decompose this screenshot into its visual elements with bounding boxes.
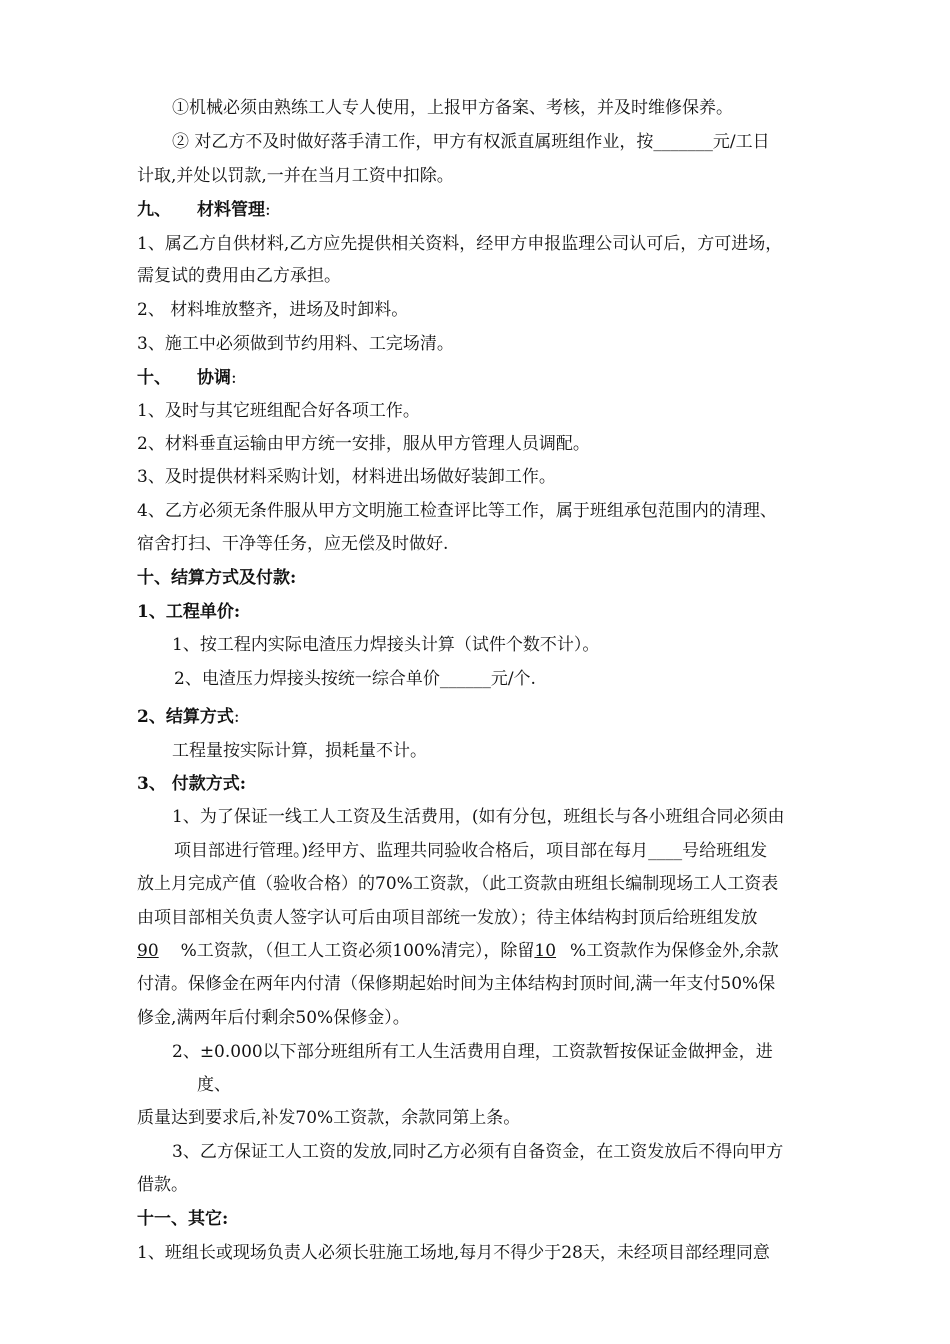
- unit-price-item-1: 1、按工程内实际电渣压力焊接头计算（试件个数不计）。: [172, 635, 600, 655]
- section-9-heading: [137, 199, 271, 221]
- payment-item-1-line-4: 由项目部相关负责人签字认可后由项目部统一发放）；待主体结构封顶后给班组发放: [137, 908, 758, 928]
- cleanup-clause-unit: 元/工日: [712, 132, 770, 152]
- wage-percentage-value: 90: [137, 941, 159, 961]
- payment-item-2-line-2: 度、: [197, 1075, 231, 1095]
- section-10-number: 十、: [137, 368, 171, 388]
- unit-price-unit: 元/个.: [490, 669, 536, 689]
- cleanup-clause-continued: 计取,并处以罚款,一并在当月工资中扣除。: [137, 166, 454, 186]
- coordination-item-2: 2、材料垂直运输由甲方统一安排，服从甲方管理人员调配。: [137, 434, 590, 454]
- machine-use-clause: ①机械必须由熟练工人专人使用，上报甲方备案、考核，并及时维修保养。: [172, 98, 733, 118]
- material-item-1: 1、属乙方自供材料,乙方应先提供相关资料，经甲方申报监理公司认可后，方可进场，: [137, 234, 783, 254]
- retention-percentage-value: 10: [534, 941, 557, 961]
- material-item-1-continued: 需复试的费用由乙方承担。: [137, 266, 341, 286]
- unit-price-blank: ______: [439, 669, 491, 689]
- other-item-1: 1、班组长或现场负责人必须长驻施工场地,每月不得少于28天，未经项目部经理同意: [137, 1243, 770, 1263]
- payment-item-1-line-5-end: %工资款作为保修金外,余款: [570, 941, 779, 961]
- payment-item-1: 1、为了保证一线工人工资及生活费用，(如有分包，班组长与各小班组合同必须由: [172, 807, 785, 827]
- settlement-method-heading: [137, 706, 240, 728]
- coordination-item-3: 3、及时提供材料采购计划，材料进出场做好装卸工作。: [137, 467, 556, 487]
- payment-item-1-line-6: 付清。保修金在两年内付清（保修期起始时间为主体结构封顶时间,满一年支付50%保: [137, 974, 776, 994]
- payment-item-3: 3、乙方保证工人工资的发放,同时乙方必须有自备资金，在工资发放后不得向甲方: [172, 1142, 784, 1162]
- section-9-title: 材料管理: [197, 200, 265, 220]
- payment-item-1-line-5-mid: %工资款，（但工人工资必须100%清完），除留: [180, 941, 535, 961]
- payment-method-heading: 3、 付款方式:: [137, 774, 247, 794]
- coordination-item-4: 4、乙方必须无条件服从甲方文明施工检查评比等工作，属于班组承包范围内的清理、: [137, 501, 777, 521]
- payment-item-1-line-2-suffix: 号给班组发: [682, 841, 768, 861]
- payment-item-2: 2、±0.000以下部分班组所有工人生活费用自理，工资款暂按保证金做押金，进: [172, 1042, 773, 1062]
- section-10-colon: :: [231, 368, 237, 388]
- material-item-2: 2、 材料堆放整齐，进场及时卸料。: [137, 300, 409, 320]
- payment-item-3-line-2: 借款。: [137, 1175, 188, 1195]
- payment-item-1-line-5: [137, 940, 779, 962]
- section-10-title: 协调: [197, 368, 231, 388]
- payment-item-2-line-3: 质量达到要求后,补发70%工资款，余款同第上条。: [137, 1108, 521, 1128]
- material-item-3: 3、施工中必须做到节约用料、工完场清。: [137, 334, 454, 354]
- payment-item-1-line-3: 放上月完成产值（验收合格）的70%工资款，（此工资款由班组长编制现场工人工资表: [137, 874, 779, 894]
- daily-rate-blank: _______: [653, 132, 713, 152]
- cleanup-clause-prefix: ② 对乙方不及时做好落手清工作，甲方有权派直属班组作业，按: [172, 132, 654, 152]
- payment-item-1-line-2-prefix: 项目部进行管理。)经甲方、监理共同验收合格后，项目部在每月: [174, 841, 649, 861]
- payment-item-1-line-7: 修金,满两年后付剩余50%保修金）。: [137, 1008, 410, 1028]
- settlement-method-text: 工程量按实际计算，损耗量不计。: [172, 741, 427, 761]
- section-10-heading: [137, 367, 237, 389]
- coordination-item-1: 1、及时与其它班组配合好各项工作。: [137, 401, 420, 421]
- payment-item-1-line-2: [174, 840, 767, 862]
- settlement-method-title: 2、结算方式: [137, 707, 234, 727]
- unit-price-item-2-prefix: 2、电渣压力焊接头按统一综合单价: [174, 669, 440, 689]
- coordination-item-4-continued: 宿舍打扫、干净等任务，应无偿及时做好.: [137, 534, 449, 554]
- section-9-number: 九、: [137, 200, 171, 220]
- cleanup-clause: [172, 131, 770, 153]
- section-11-heading: 十一、其它:: [137, 1209, 229, 1229]
- settlement-heading: 十、结算方式及付款:: [137, 568, 297, 588]
- section-9-colon: :: [265, 200, 271, 220]
- unit-price-item-2: [174, 668, 536, 690]
- settlement-method-colon: :: [233, 707, 240, 727]
- unit-price-heading: 1、工程单价:: [137, 602, 241, 622]
- pay-day-blank: ____: [648, 841, 683, 861]
